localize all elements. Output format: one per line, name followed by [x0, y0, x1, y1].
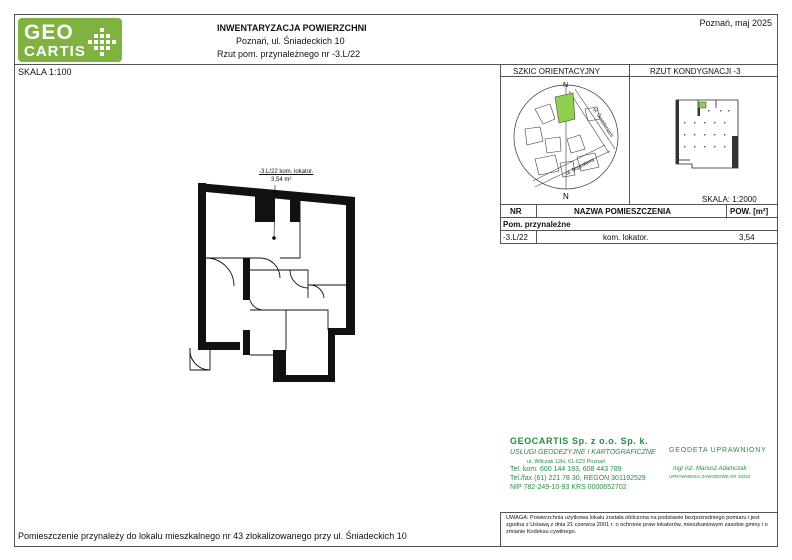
company-name: GEOCARTIS Sp. z o.o. Sp. k. [510, 436, 649, 446]
row-divider-1 [536, 230, 537, 243]
geocartis-logo [18, 18, 122, 62]
table-row-name: kom. lokator. [603, 233, 649, 242]
place-date: Poznań, maj 2025 [699, 18, 772, 28]
table-group-label: Pom. przynależne [503, 220, 571, 229]
table-group-line [500, 230, 778, 231]
footer-note: Pomieszczenie przynależy do lokalu mieszkalnego nr 43 zlokalizowanego przy ul. Śniadeckich 10 [18, 531, 407, 541]
orientation-sketch [505, 79, 627, 201]
floor-scale: SKALA: 1:2000 [702, 195, 757, 204]
rooms-table [500, 204, 778, 244]
table-row-area: 3,54 [739, 233, 755, 242]
company-phone: Tel. kom. 600 144 193, 608 443 789 [510, 466, 622, 473]
floor-plan-drawing [170, 170, 370, 385]
dot-grid-icon [88, 28, 116, 56]
surveyor-title: GEODETA UPRAWNIONY [669, 447, 767, 454]
sketch-title: SZKIC ORIENTACYJNY [513, 67, 600, 76]
floor-overview [668, 96, 748, 174]
col-header-nr: NR [510, 207, 522, 216]
col-divider-2 [726, 204, 727, 217]
document-address: Poznań, ul. Śniadeckich 10 [236, 36, 345, 46]
surveyor-name: mgr inż. Mariusz Adamczak [673, 466, 747, 472]
table-top-line [500, 204, 778, 205]
panel-title-divider [500, 76, 778, 77]
logo-line1: GEO [24, 21, 74, 44]
floor-title: RZUT KONDYGNACJI -3 [650, 67, 741, 76]
room-area: 3,54 m² [271, 177, 292, 183]
table-header-line [500, 217, 778, 218]
col-header-area: POW. [m²] [730, 207, 769, 216]
plan-scale: SKALA 1:100 [18, 67, 72, 77]
col-header-name: NAZWA POMIESZCZENIA [574, 207, 672, 216]
company-fax: Tel./fax (61) 221 78 30, REGON 301192529 [510, 475, 646, 482]
north-label: N [563, 192, 569, 201]
disclaimer-text: UWAGA: Powierzchnia użytkowa lokalu została obliczona na podstawie bezpośredniego pomiaru i jest zgodna z Ustawą z dnia 21 czerwca 2001 r. o ochronie praw lokatorów, mieszkaniowym zasobie gminy i o zmianie Kodeksu cywilnego. [506, 515, 768, 535]
table-row-nr: -3.L/22 [503, 233, 528, 242]
company-nip: NIP 782-249-10-93 KRS 0000652702 [510, 484, 627, 491]
surveyor-license: UPRAWNIENIA ZAWODOWE NR 19234 [669, 474, 751, 479]
document-subtitle: Rzut pom. przynależnego nr -3.L/22 [217, 49, 361, 59]
panel-vertical-divider [629, 64, 630, 204]
north-label-top: N [563, 82, 569, 89]
table-bottom-line [500, 243, 778, 244]
street-label-2: ul. Bogusława [565, 156, 596, 177]
room-label: -3.L/22 kom. lokator. [259, 169, 314, 175]
col-divider-1 [536, 204, 537, 217]
document-title: INWENTARYZACJA POWIERZCHNI [217, 23, 367, 33]
company-services: USŁUGI GEODEZYJNE I KARTOGRAFICZNE [510, 449, 656, 456]
company-address: ul. Wilczak 12H, 61-623 Poznań [527, 459, 606, 465]
logo-line2: CARTIS [24, 43, 86, 60]
street-label-1: ul. Śniadeckich [591, 106, 615, 139]
